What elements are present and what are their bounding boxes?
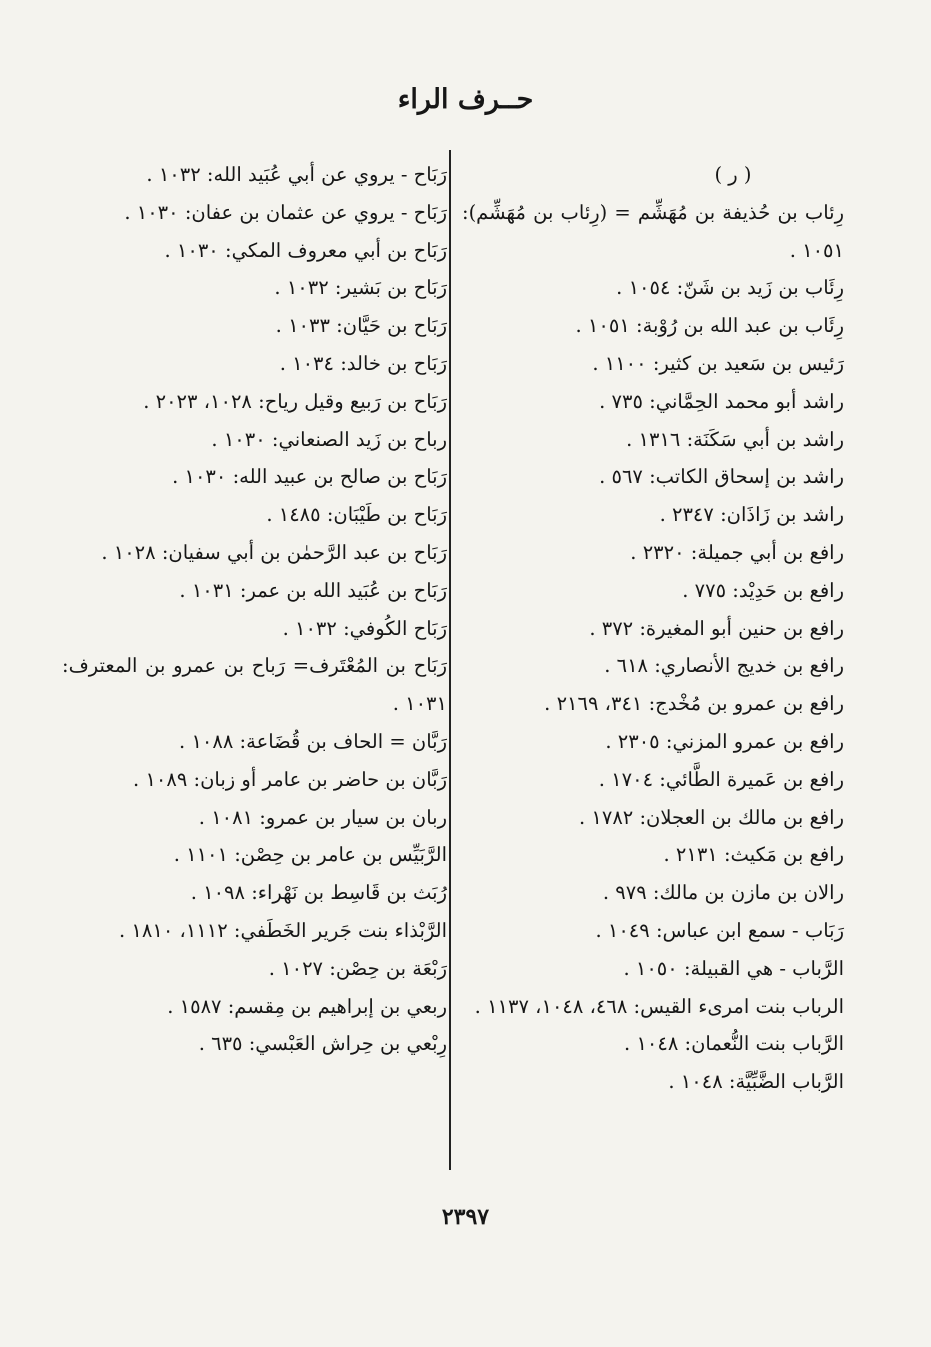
index-entry: رَبَاح بن رَبيع وقيل رياح: ١٠٢٨، ٢٠٢٣ . — [143, 389, 447, 413]
index-entry: راشد بن إسحاق الكاتب: ٥٦٧ . — [599, 465, 844, 489]
index-entry: رافع بن عمرو المزني: ٢٣٠٥ . — [605, 729, 844, 753]
index-entry: رَبَاح بن طَيْبَان: ١٤٨٥ . — [266, 503, 447, 527]
index-entry: ربان بن سيار بن عمرو: ١٠٨١ . — [198, 805, 447, 829]
index-entry: رَبَاح بن حَيَّان: ١٠٣٣ . — [275, 314, 447, 338]
index-entry: رافع بن حَدِيْد: ٧٧٥ . — [682, 578, 844, 602]
index-entry: راشد بن زَاذَان: ٢٣٤٧ . — [659, 503, 844, 527]
index-entry: رَبَاح بن بَشير: ١٠٣٢ . — [274, 276, 447, 300]
index-entry: رَبَّان = الحاف بن قُضَاعة: ١٠٨٨ . — [179, 729, 447, 753]
index-entry: راشد أبو محمد الحِمَّاني: ٧٣٥ . — [599, 389, 844, 413]
index-entry: رافع بن خديج الأنصاري: ٦١٨ . — [604, 654, 844, 678]
right-column — [462, 156, 844, 1101]
index-entry: الرَّباب الضَّبِّيَّة: ١٠٤٨ . — [668, 1070, 844, 1094]
index-entry: رافع بن عمرو بن مُخْدج: ٣٤١، ٢١٦٩ . — [544, 692, 844, 716]
index-entry: ربعي بن إبراهيم بن مِقسم: ١٥٨٧ . — [167, 994, 447, 1018]
index-entry: رافع بن مالك بن العجلان: ١٧٨٢ . — [578, 805, 844, 829]
index-entry: رَبَاح بن خالد: ١٠٣٤ . — [279, 351, 447, 375]
index-entry: رَبْعَة بن حِصْن: ١٠٢٧ . — [268, 956, 447, 980]
index-entry: رَبَاح بن أبي معروف المكي: ١٠٣٠ . — [164, 238, 447, 262]
column-divider — [449, 150, 451, 1170]
index-entry: الرَّبَيِّس بن عامر بن حِصْن: ١١٠١ . — [173, 843, 447, 867]
index-entry: رباح بن زَيد الصنعاني: ١٠٣٠ . — [211, 427, 447, 451]
index-entry: رَبَّان بن حاضر بن عامر أو زبان: ١٠٨٩ . — [133, 767, 447, 791]
index-entry: رالان بن مازن بن مالك: ٩٧٩ . — [602, 881, 844, 905]
index-entry: الرَّباب - هي القبيلة: ١٠٥٠ . — [623, 956, 844, 980]
index-entry: رافع بن حنين أبو المغيرة: ٣٧٢ . — [589, 616, 844, 640]
index-entry: الرَّباب بنت النُّعمان: ١٠٤٨ . — [624, 1032, 844, 1056]
page-number: ٢٣٩٧ — [441, 1204, 490, 1230]
index-entry: رَبَاح بن عُبَيد الله بن عمر: ١٠٣١ . — [179, 578, 447, 602]
index-entry: رَئيس بن سَعيد بن كثير: ١١٠٠ . — [592, 351, 844, 375]
index-entry: رافع بن أبي جميلة: ٢٣٢٠ . — [630, 540, 844, 564]
index-entry: الرَّبْذاء بنت جَرير الخَطَفي: ١١١٢، ١٨١٠ . — [119, 918, 447, 942]
index-entry: رِئَاب بن زَيد بن شَنّ: ١٠٥٤ . — [616, 276, 844, 300]
index-entry: الرباب بنت امرىء القيس: ٤٦٨، ١٠٤٨، ١١٣٧ . — [474, 994, 844, 1018]
index-entry: رِئاب بن حُذيفة بن مُهَشِّم = (رِئاب بن مُهَشِّم): ١٠٥١ . — [462, 200, 844, 262]
index-entry: رُبَث بن قَاسِط بن نَهْراء: ١٠٩٨ . — [190, 881, 447, 905]
index-entry: رَبَاح - يروي عن أبي عُبَيد الله: ١٠٣٢ . — [146, 163, 447, 186]
left-column — [62, 156, 447, 1063]
page-title: حــرف الراء — [397, 84, 534, 115]
index-entry: رِئَاب بن عبد الله بن رُوْبة: ١٠٥١ . — [575, 314, 844, 338]
index-entry: رَبَاب - سمع ابن عباس: ١٠٤٩ . — [595, 918, 844, 942]
index-entry: رَبَاح بن صالح بن عبيد الله: ١٠٣٠ . — [172, 465, 447, 489]
index-entry: رافع بن عَميرة الطَّائي: ١٧٠٤ . — [598, 767, 844, 791]
index-entry: رَبَاح بن المُعْتَرف= رَباح بن عمرو بن المعترف: ١٠٣١ . — [62, 654, 447, 716]
index-entry: رَبَاح - يروي عن عثمان بن عفان: ١٠٣٠ . — [124, 200, 447, 224]
index-entry: رِبْعي بن حِراش العَبْسي: ٦٣٥ . — [198, 1032, 447, 1056]
index-entry: راشد بن أبي سَكَنَة: ١٣١٦ . — [626, 427, 844, 451]
index-entry: رَبَاح الكُوفي: ١٠٣٢ . — [282, 616, 447, 640]
index-entry: رافع بن مَكيث: ٢١٣١ . — [663, 843, 844, 867]
index-entry: رَبَاح بن عبد الرَّحمٰن بن أبي سفيان: ١٠٢٨ . — [101, 540, 447, 564]
section-letter: ( ر ) — [714, 163, 752, 186]
